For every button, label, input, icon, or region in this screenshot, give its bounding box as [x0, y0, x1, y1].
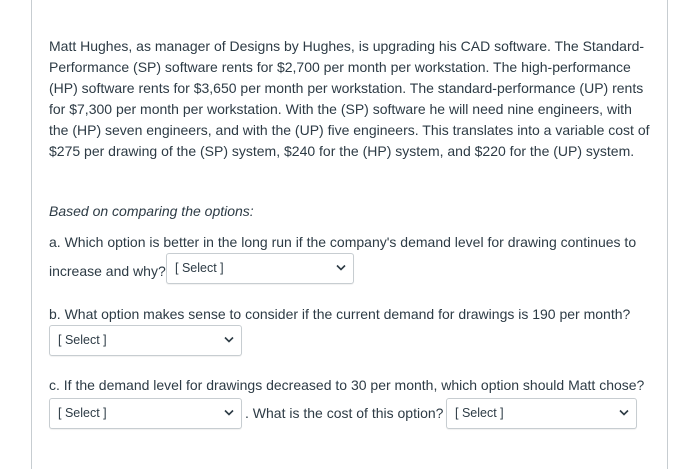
question-paragraph: Matt Hughes, as manager of Designs by Hughes, is upgrading his CAD software. The Standard-Performance (SP) software rents for $2,700 per month per workstation. The high-performance (HP) software rents for $3,650 per month per workstation. The standard-performance (UP) rents for $7,300 per month per workstation. With the (SP) software he will need nine engineers, with the (HP) seven engineers, and with the (UP) five engineers. This translates into a variable cost of $275 per drawing of the (SP) system, $240 for the (HP) system, and $220 for the (UP) system. — [49, 38, 650, 159]
part-a-line2: increase and why? — [49, 263, 166, 279]
part-c-select-option[interactable] — [49, 398, 242, 429]
part-a-select[interactable] — [166, 253, 354, 284]
part-a-select-value: [ Select ] — [175, 261, 224, 275]
part-a-line1: a. Which option is better in the long run if the company's demand level for drawing continues to — [49, 234, 637, 250]
question-intro: Based on comparing the options: — [49, 203, 254, 219]
part-b-text: b. What option makes sense to consider if the current demand for drawings is 190 per month? — [49, 306, 631, 322]
chevron-down-icon — [224, 409, 234, 417]
chevron-down-icon — [336, 264, 346, 272]
part-b-select-value: [ Select ] — [58, 333, 107, 347]
chevron-down-icon — [619, 409, 629, 417]
part-c-middle-text: . What is the cost of this option? — [245, 405, 444, 421]
part-c-text: c. If the demand level for drawings decreased to 30 per month, which option should Matt chose? — [49, 377, 645, 393]
part-c-select-cost[interactable] — [446, 398, 637, 429]
part-b-select[interactable] — [49, 325, 242, 356]
chevron-down-icon — [224, 336, 234, 344]
part-c-select-cost-value: [ Select ] — [455, 406, 504, 420]
part-c-select-option-value: [ Select ] — [58, 406, 107, 420]
